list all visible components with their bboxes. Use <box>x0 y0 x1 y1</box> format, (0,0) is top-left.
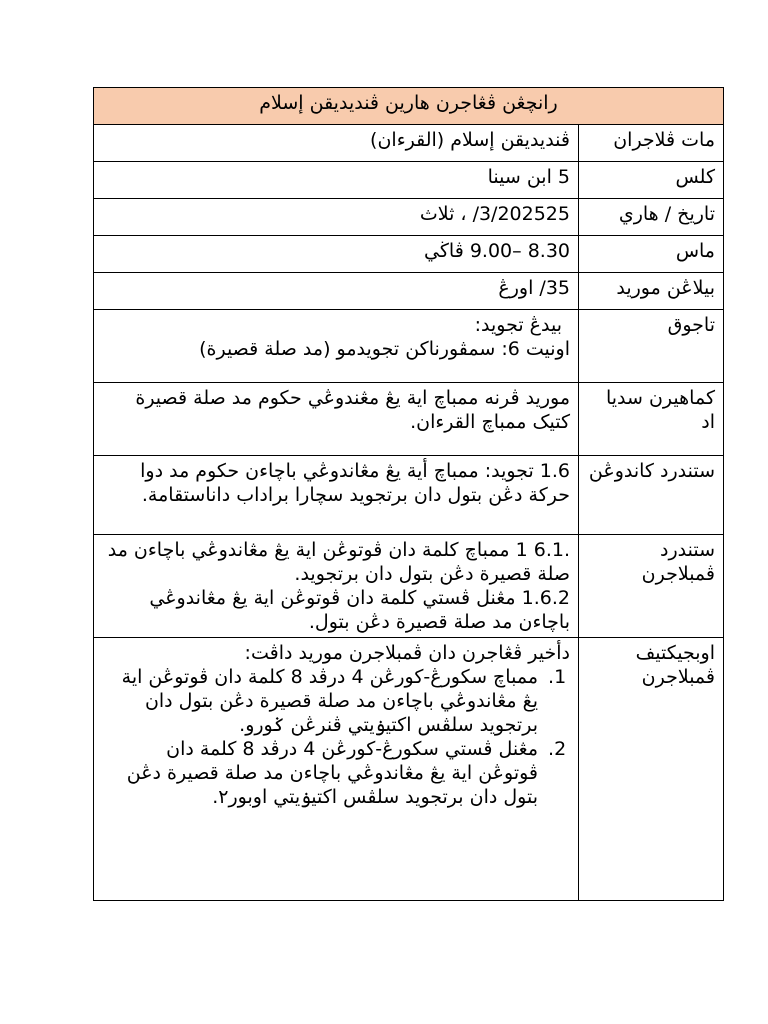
objectives-value <box>94 638 579 901</box>
class-label: كلس <box>579 162 724 199</box>
subject-value: ڤنديديقن إسلام (القرءان) <box>94 125 579 162</box>
prior-skill-value: موريد ڤرنه ممباچ اية يڠ مڠندوڠي حكوم مد صلة قصيرة كتيک ممباچ القرءان. <box>94 383 579 456</box>
learning-standard-row <box>94 535 724 638</box>
subject-row <box>94 125 724 162</box>
content-standard-row <box>94 456 724 535</box>
objective-item: 2. مڠنل ڤستي سكورڠ-كورڠن 4 درڤد 8 كلمة دان ڤوتوڠن اية يڠ مڠاندوڠي باچاءن مد صلة قصيرة دڠن بتول دان برتجويد سلڤس اكتيۏيتي اوبور٢. <box>102 737 542 809</box>
learning-standard-1: .6.1 1 ممباچ كلمة دان ڤوتوڠن اية يڠ مڠاندوڠي باچاءن مد صلة قصيرة دڠن بتول دان برتجويد. <box>107 539 570 585</box>
class-value: 5 ابن سينا <box>94 162 579 199</box>
topic-field: بيدڠ تجويد: <box>474 314 562 336</box>
objectives-intro: دأخير ڤڠاجرن دان ڤمبلاجرن موريد داڤت: <box>244 642 570 664</box>
date-label: تاريخ / هاري <box>579 199 724 236</box>
time-row <box>94 236 724 273</box>
content-standard-label: ستندرد كاندوڠن <box>579 456 724 535</box>
topic-label: تاجوق <box>579 310 724 383</box>
lesson-plan-title: رانچڠن ڤڠاجرن هارين ڤنديديقن إسلام <box>94 88 724 125</box>
prior-skill-row <box>94 383 724 456</box>
learning-standard-2: 1.6.2 مڠنل ڤستي كلمة دان ڤوتوڠن اية يڠ مڠاندوڠي باچاءن مد صلة قصيرة دڠن بتول. <box>149 587 570 633</box>
lesson-plan-table <box>93 87 724 901</box>
date-value: 3/202525/ ، ثلاث <box>94 199 579 236</box>
topic-row <box>94 310 724 383</box>
time-value: 8.30 –9.00 ڤاڬي <box>94 236 579 273</box>
topic-unit: اونيت 6: سمڤورناكن تجويدمو (مد صلة قصيرة) <box>199 338 570 360</box>
time-label: ماس <box>579 236 724 273</box>
topic-value <box>94 310 579 383</box>
objectives-label: اوبجيكتيف ڤمبلاجرن <box>579 638 724 901</box>
learning-standard-label: ستندرد ڤمبلاجرن <box>579 535 724 638</box>
attendance-label: بيلاڠن موريد <box>579 273 724 310</box>
objectives-list <box>102 665 570 809</box>
objectives-row <box>94 638 724 901</box>
date-row <box>94 199 724 236</box>
prior-skill-label: كماهيرن سديا اد <box>579 383 724 456</box>
title-row <box>94 88 724 125</box>
content-standard-value: 1.6 تجويد: ممباچ أية يڠ مڠاندوڠي باچاءن حكوم مد دوا حركة دڠن بتول دان برتجويد سچارا براداب داناستقامة. <box>94 456 579 535</box>
learning-standard-value <box>94 535 579 638</box>
attendance-value: 35/ اورڠ <box>94 273 579 310</box>
attendance-row <box>94 273 724 310</box>
objective-item: 1. ممباچ سكورڠ-كورڠن 4 درڤد 8 كلمة دان ڤوتوڠن اية يڠ مڠاندوڠي باچاءن مد صلة قصيرة دڠن بتول دان برتجويد سلڤس اكتيۏيتي ڤنرڠن ݢورو. <box>102 665 542 737</box>
class-row <box>94 162 724 199</box>
subject-label: مات ڤلاجران <box>579 125 724 162</box>
